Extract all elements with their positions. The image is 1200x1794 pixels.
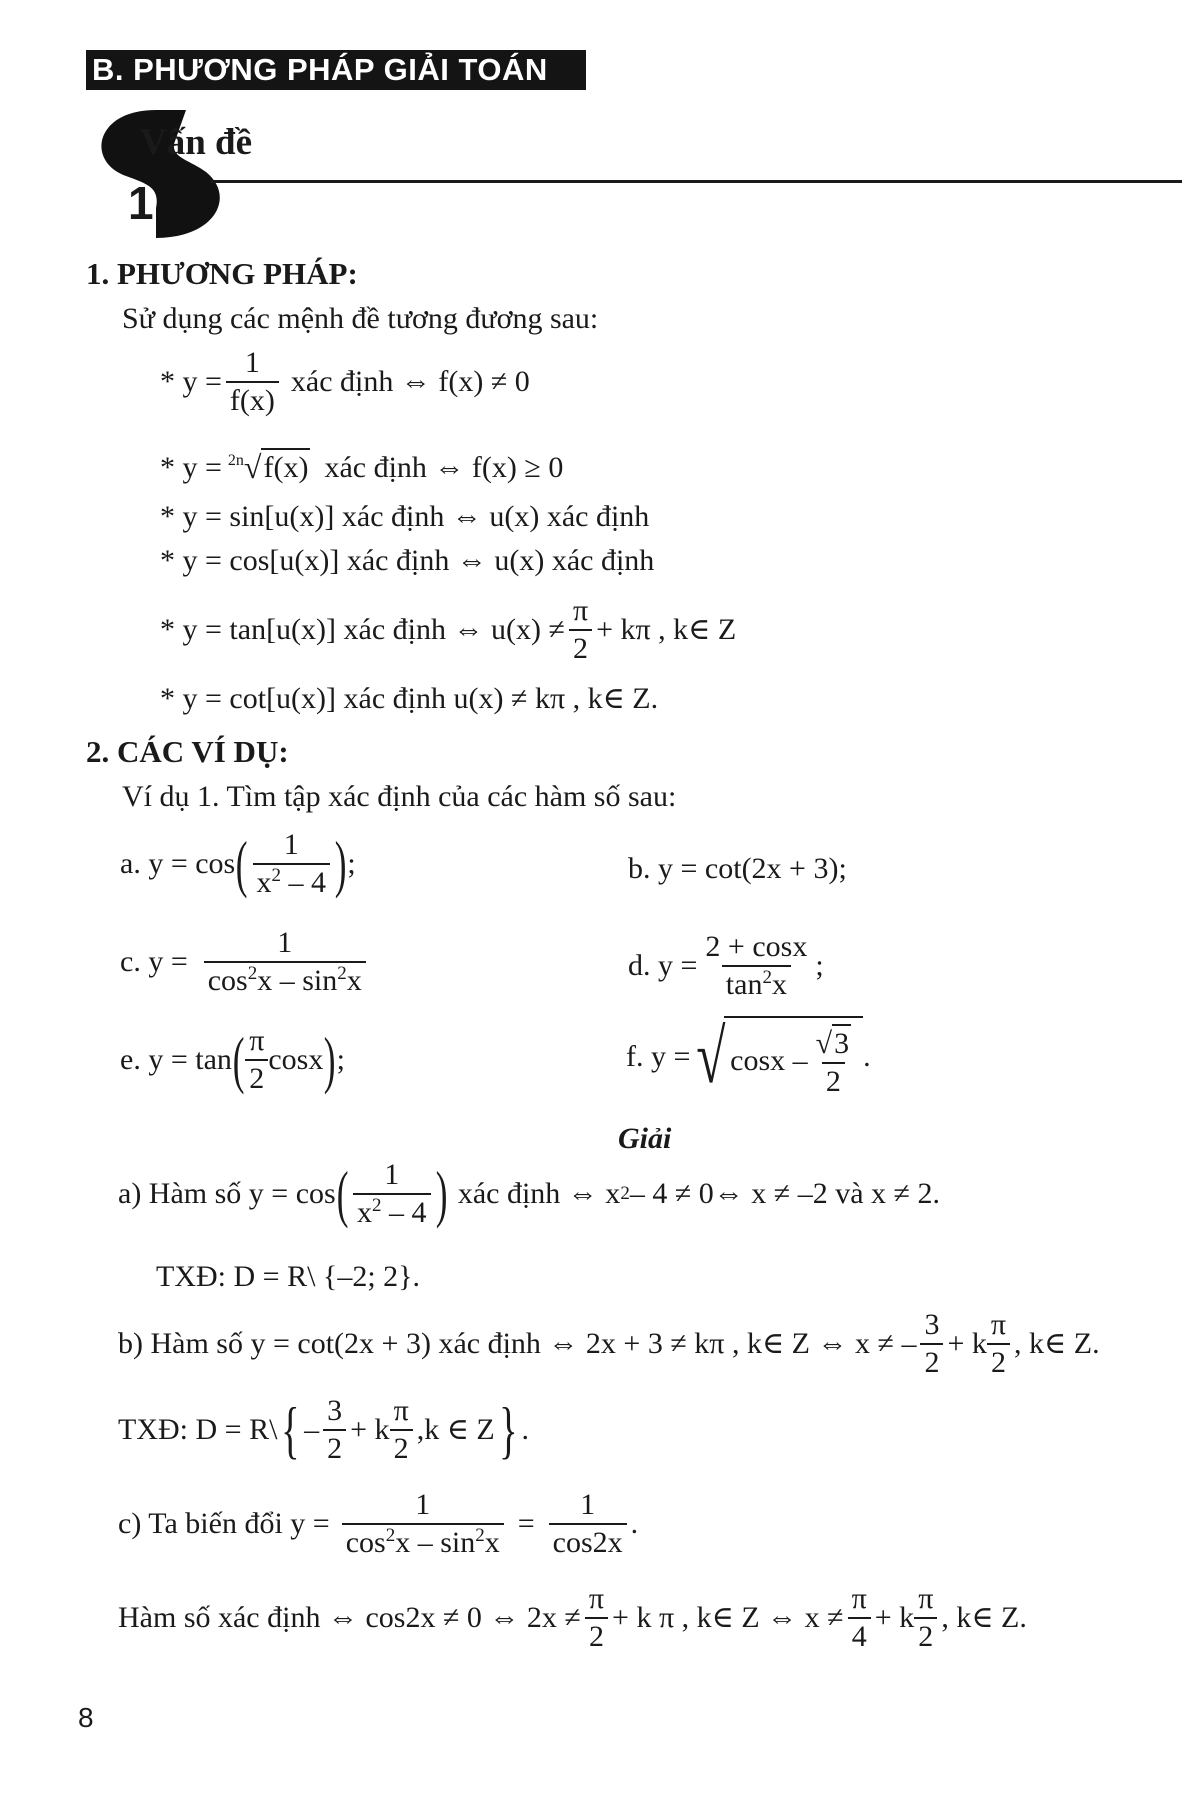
example-1-prompt: Ví dụ 1. Tìm tập xác định của các hàm số sau: <box>122 780 677 813</box>
solution-text: . <box>521 1413 529 1446</box>
section-title: B. PHƯƠNG PHÁP GIẢI TOÁN <box>92 52 548 87</box>
item-lead: d. y = <box>628 949 698 982</box>
fraction-numerator: π <box>918 1582 934 1615</box>
examples-heading: 2. CÁC VÍ DỤ: <box>86 734 289 769</box>
fraction-numerator: 1 <box>277 926 293 959</box>
fraction-numerator: π <box>249 1024 265 1057</box>
fraction-denominator: 2 <box>987 1343 1010 1378</box>
solution-text: – 4 ≠ 0⇔ x ≠ –2 và x ≠ 2. <box>629 1177 941 1210</box>
page-number: 8 <box>78 1702 94 1733</box>
solution-text: + k π , k∈ Z ⇔ x ≠ <box>612 1601 844 1634</box>
topic-number: 1 <box>128 177 154 229</box>
item-lead: f. y = <box>626 1039 691 1073</box>
solution-text: = <box>517 1507 535 1540</box>
item-lead: c. y = <box>120 945 188 978</box>
argument-factor: cosx <box>268 1043 324 1076</box>
radical-icon: √ <box>243 449 262 485</box>
solution-b-domain: TXĐ: D = R\ { – $\frac{3}{2}$ + k $\frac{\pi}{2}$ ,k ∈ Z } . <box>118 1394 529 1465</box>
solution-lead: TXĐ: D = R\ <box>118 1413 278 1446</box>
fraction-numerator: 1 <box>384 1158 400 1191</box>
solution-text: . <box>630 1507 639 1540</box>
rule-lead: * y = tan[u(x)] xác định ⇔ u(x) ≠ <box>160 613 565 646</box>
solution-lead: Hàm số xác định ⇔ cos2x ≠ 0 ⇔ 2x ≠ <box>118 1601 581 1634</box>
radicand-text: cosx – <box>730 1043 808 1077</box>
solution-text: + k <box>874 1601 915 1634</box>
rule-lead: * y = <box>160 451 222 484</box>
rule-sin: * y = sin[u(x)] xác định ⇔ u(x) xác định <box>160 500 650 533</box>
rule-tail: xác định ⇔ f(x) ≠ 0 <box>290 365 530 398</box>
fraction-numerator: 1 <box>244 346 260 379</box>
solution-text: xác định ⇔ x <box>457 1177 621 1210</box>
solution-lead: c) Ta biến đổi y = <box>118 1507 330 1540</box>
root-index: 2n <box>227 452 244 469</box>
item-tail: ; <box>336 1043 346 1076</box>
rule-tail: + kπ , k∈ Z <box>596 613 737 646</box>
fraction-denominator: f(x) <box>226 381 279 416</box>
fraction-numerator: π <box>990 1308 1007 1341</box>
rule-reciprocal <box>160 348 530 416</box>
header-rule <box>210 180 1182 183</box>
rule-cos: * y = cos[u(x)] xác định ⇔ u(x) xác định <box>160 544 655 577</box>
example-c <box>120 928 370 996</box>
fraction-numerator: 3 <box>924 1308 940 1341</box>
solution-text: , k∈ Z. <box>1014 1327 1100 1360</box>
fraction-denominator: 2 <box>569 629 592 664</box>
fraction-numerator: 1 <box>415 1488 431 1521</box>
item-lead: a. y = cos <box>120 847 236 880</box>
fraction-denominator: 2 <box>323 1429 346 1464</box>
solution-a: a) Hàm số y = cos ( $\frac{1}{x^2 - 4}$ ) xác định ⇔ x 2 – 4 ≠ 0⇔ x ≠ –2 và x ≠ 2. <box>118 1158 941 1229</box>
rule-tan <box>160 596 736 664</box>
item-tail: . <box>863 1039 871 1073</box>
fraction-numerator: 2 + cosx <box>705 930 808 963</box>
fraction-denominator: 2 <box>585 1617 608 1652</box>
solution-lead: a) Hàm số y = cos <box>118 1177 336 1210</box>
fraction-denominator: 2 <box>914 1617 937 1652</box>
solution-text: ,k ∈ Z <box>416 1413 495 1446</box>
fraction-denominator: $\cos^2x - \sin^2x$ <box>342 1523 504 1558</box>
fraction-denominator: 2 <box>245 1059 268 1094</box>
solution-text: + k <box>947 1327 987 1360</box>
rule-tail: xác định ⇔ f(x) ≥ 0 <box>324 451 564 484</box>
solution-text: – <box>304 1413 320 1446</box>
solution-c-condition <box>118 1584 1027 1652</box>
fraction-numerator: π <box>572 594 589 627</box>
example-a: a. y = cos ( $\frac{1}{x^2 - 4}$ ) ; <box>120 828 356 899</box>
example-e: e. y = tan ( $\frac{\pi}{2}$ cosx ) ; <box>120 1024 346 1095</box>
fraction-denominator: $\tan^2x$ <box>722 965 791 1000</box>
example-b: b. y = cot(2x + 3); <box>628 852 847 885</box>
fraction-numerator: π <box>393 1394 409 1427</box>
solution-a-domain: TXĐ: D = R\ {–2; 2}. <box>156 1260 421 1293</box>
item-tail: ; <box>815 949 824 982</box>
fraction-denominator: 2 <box>822 1062 845 1097</box>
fraction-denominator: 2 <box>390 1429 413 1464</box>
rule-cot: * y = cot[u(x)] xác định u(x) ≠ kπ , k∈ Z. <box>160 682 659 715</box>
method-intro: Sử dụng các mệnh đề tương đương sau: <box>122 302 599 335</box>
fraction-denominator: $x^2 - 4$ <box>353 1193 431 1228</box>
fraction-denominator: 4 <box>848 1617 871 1652</box>
item-lead: e. y = tan <box>120 1043 232 1076</box>
radicand: f(x) <box>261 448 310 483</box>
fraction-numerator: 3 <box>327 1394 343 1427</box>
section-banner <box>86 50 586 90</box>
rule-even-root <box>160 448 563 483</box>
fraction-denominator: $\cos^2x - \sin^2x$ <box>204 961 366 996</box>
fraction-numerator: 1 <box>283 828 299 861</box>
rule-lead: * y = <box>160 365 222 398</box>
method-heading: 1. PHƯƠNG PHÁP: <box>86 256 358 291</box>
solution-text: + k <box>350 1413 390 1446</box>
fraction-denominator: $x^2 - 4$ <box>253 863 331 898</box>
fraction-numerator: √3 <box>812 1024 855 1062</box>
solution-label: Giải <box>618 1122 672 1155</box>
solution-b <box>118 1310 1100 1378</box>
item-tail: ; <box>347 847 356 880</box>
radical-icon: √ <box>696 1014 726 1099</box>
example-f <box>626 1016 871 1097</box>
example-d <box>628 932 824 1000</box>
solution-c <box>118 1490 638 1558</box>
solution-text: , k∈ Z. <box>941 1601 1027 1634</box>
fraction-numerator: 1 <box>580 1488 596 1521</box>
solution-lead: b) Hàm số y = cot(2x + 3) xác định ⇔ 2x + 3 ≠ kπ , k∈ Z ⇔ x ≠ – <box>118 1327 917 1360</box>
fraction-denominator: 2 <box>920 1343 943 1378</box>
fraction-numerator: π <box>851 1582 867 1615</box>
fraction-numerator: π <box>588 1582 605 1615</box>
topic-label: Vấn đề <box>140 122 253 163</box>
fraction-denominator: cos2x <box>549 1523 627 1558</box>
